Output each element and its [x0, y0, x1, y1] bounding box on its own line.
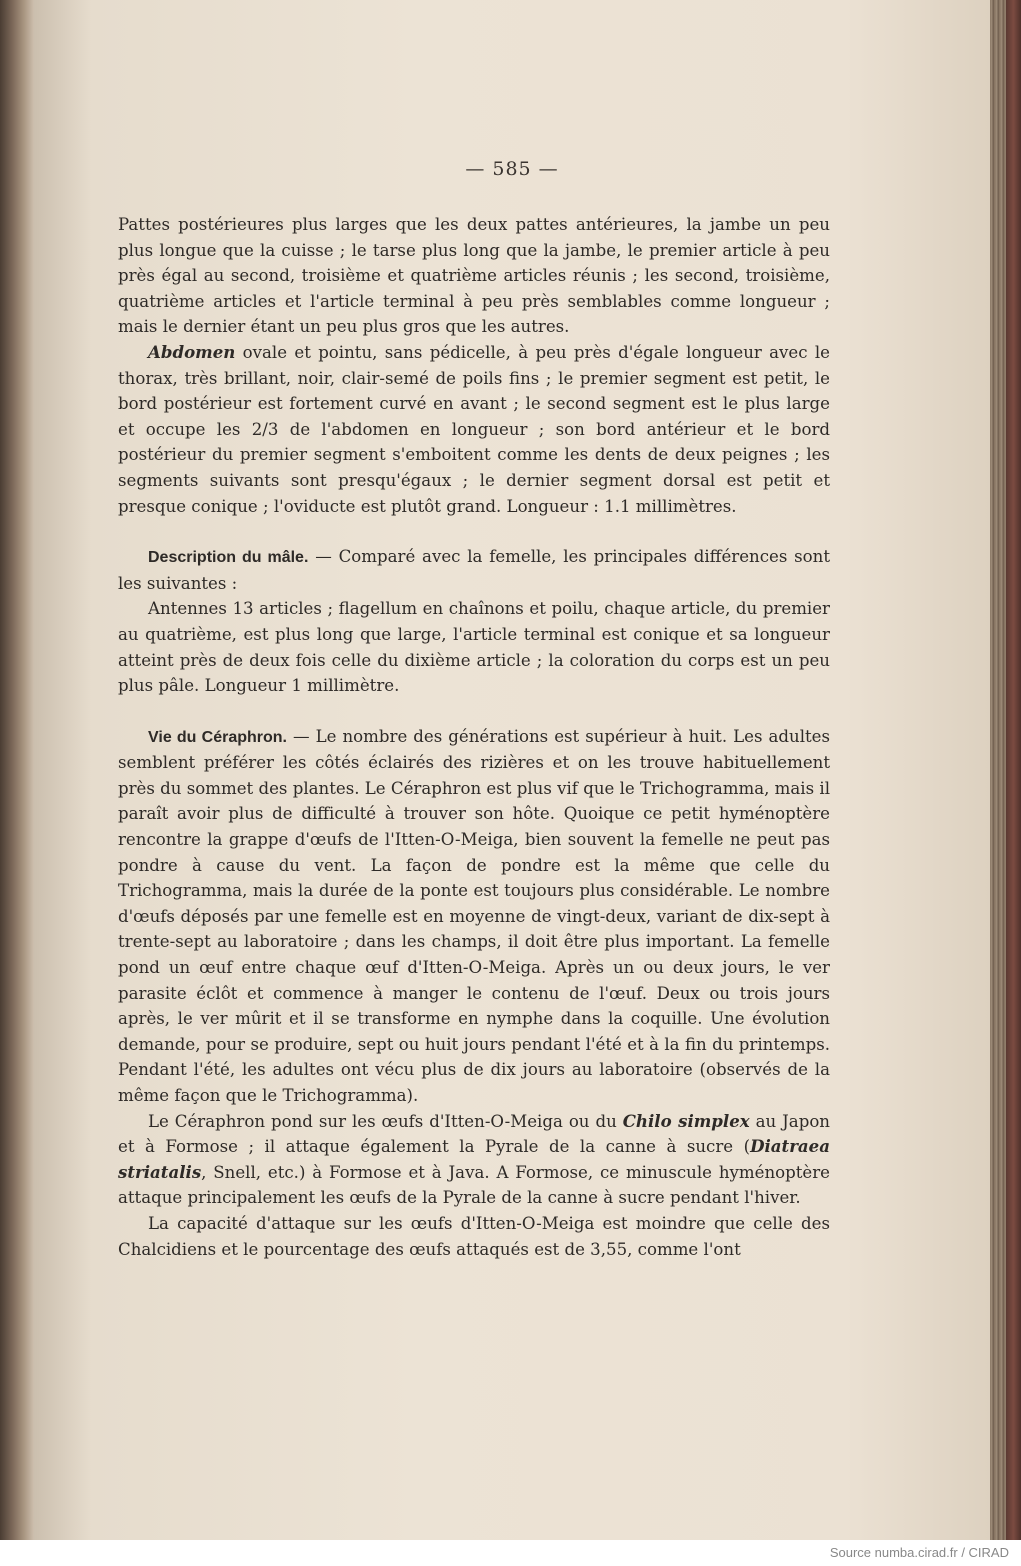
book-cover-right: [1006, 0, 1021, 1540]
source-credit: Source numba.cirad.fr / CIRAD: [829, 1545, 1009, 1560]
hosts-text-b: au Japon et à Formose ; il attaque également la Pyrale de la canne à sucre (: [118, 1111, 830, 1157]
term-abdomen: Abdomen: [148, 341, 236, 362]
paragraph-abdomen-text: ovale et pointu, sans pédicelle, à peu près d'égale longueur avec le thorax, très brillant, noir, clair-semé de poils fins ; le premier segment est petit, le bord postérieur est fortement curvé en avant ; le second segment est le plus large et occupe les 2/3 de l'abdomen en longueur ; son bord antérieur et le bord postérieur du premier segment s'emboitent comme les dents de deux peignes ; les segments suivants sont presqu'égaux ; le dernier segment dorsal est petit et presque conique ; l'oviducte est plutôt grand. Longueur : 1.1 millimètres.: [118, 342, 830, 516]
paragraph-legs: Pattes postérieures plus larges que les deux pattes antérieures, la jambe un peu plus longue que la cuisse ; le tarse plus long que la jambe, le premier article à peu près égal au second, troisième et quatrième articles réunis ; les second, troisième, quatrième articles et l'article terminal à peu près semblables comme longueur ; mais le dernier étant un peu plus gros que les autres.: [118, 215, 830, 337]
species-diatraea: Diatraea striatalis: [118, 1136, 830, 1182]
species-chilo: Chilo simplex: [622, 1110, 750, 1131]
body-text: [118, 212, 830, 1262]
paragraph-abdomen: [118, 340, 830, 519]
paragraph-male-description: [118, 544, 830, 596]
paragraph-male-text: — Comparé avec la femelle, les principales différences sont les suivantes :: [118, 547, 831, 593]
heading-male-description: Description du mâle.: [148, 549, 309, 567]
page-number: — 585 —: [465, 158, 559, 180]
paragraph-life-text: — Le nombre des générations est supérieur à huit. Les adultes semblent préférer les côtés éclairés des rizières et on les trouve habituellement près du sommet des plantes. Le Céraphron est plus vif que le Trichogramma, mais il paraît avoir plus de difficulté à trouver son hôte. Quoique ce petit hyménoptère rencontre la grappe d'œufs de l'Itten-O-Meiga, bien souvent la femelle ne peut pas pondre à cause du vent. La façon de pondre est la même que celle du Trichogramma, mais la durée de la ponte est toujours plus considérable. Le nombre d'œufs déposés par une femelle est en moyenne de vingt-deux, variant de dix-sept à trente-sept au laboratoire ; dans les champs, il doit être plus important. La femelle pond un œuf entre chaque œuf d'Itten-O-Meiga. Après un ou deux jours, le ver parasite éclôt et commence à manger le contenu de l'œuf. Deux ou trois jours après, le ver mûrit et il se transforme en nymphe dans la coquille. Une évolution demande, pour se produire, sept ou huit jours pendant l'été et à la fin du printemps. Pendant l'été, les adultes ont vécu plus de dix jours au laboratoire (observés de la même façon que le Trichogramma).: [118, 726, 831, 1105]
paragraph-hosts: [118, 1109, 830, 1211]
paragraph-antennae: Antennes 13 articles ; flagellum en chaînons et poilu, chaque article, du premier au quatrième, est plus long que large, l'article terminal est conique et sa longueur atteint près de deux fois celle du dixième article ; la coloration du corps est un peu plus pâle. Longueur 1 millimètre.: [118, 599, 830, 696]
paragraph-life: [118, 724, 830, 1109]
paragraph-capacity: La capacité d'attaque sur les œufs d'Itten-O-Meiga est moindre que celle des Chalcidiens et le pourcentage des œufs attaqués est de 3,55, comme l'ont: [118, 1213, 830, 1259]
hosts-text-a: Le Céraphron pond sur les œufs d'Itten-O-Meiga ou du: [148, 1111, 623, 1131]
hosts-text-c: , Snell, etc.) à Formose et à Java. A Formose, ce minuscule hyménoptère attaque principalement les œufs de la Pyrale de la canne à sucre pendant l'hiver.: [118, 1162, 830, 1208]
book-binding-left: [0, 0, 34, 1540]
heading-life-ceraphron: Vie du Céraphron.: [148, 728, 287, 746]
book-page: [34, 0, 990, 1540]
